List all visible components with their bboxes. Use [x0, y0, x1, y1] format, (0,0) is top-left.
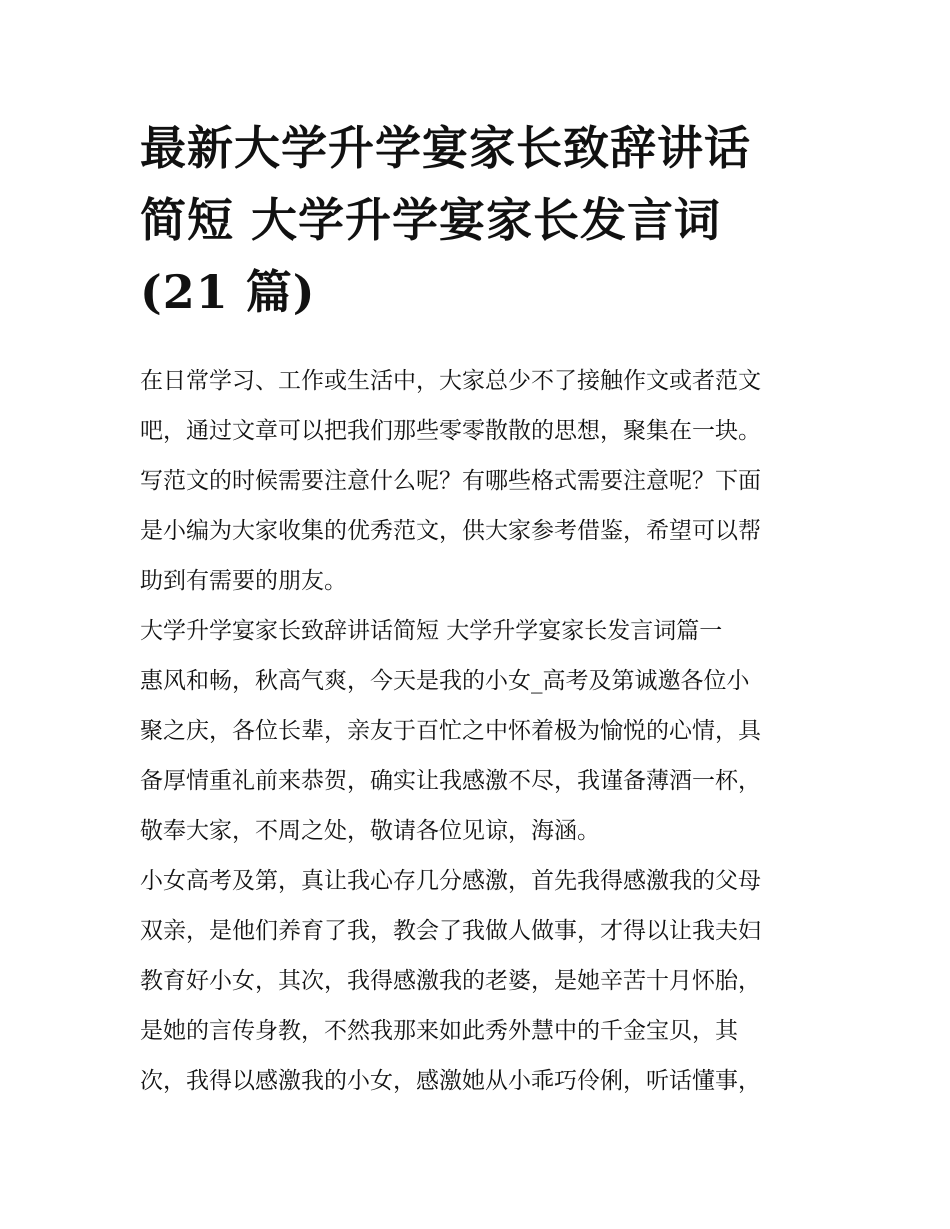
body-line: 小女高考及第，真让我心存几分感激，首先我得感激我的父母 [140, 868, 761, 894]
body-line: 是小编为大家收集的优秀范文，供大家参考借鉴，希望可以帮 [140, 518, 761, 544]
body-line: 备厚情重礼前来恭贺，确实让我感激不尽，我谨备薄酒一杯， [140, 768, 761, 794]
body-line: 聚之庆，各位长辈，亲友于百忙之中怀着极为愉悦的心情，具 [140, 718, 761, 744]
body-line: 在日常学习、工作或生活中，大家总少不了接触作文或者范文 [140, 368, 761, 394]
body-line: 教育好小女，其次，我得感激我的老婆，是她辛苦十月怀胎， [140, 968, 761, 994]
title-line-1: 最新大学升学宴家长致辞讲话 [140, 121, 751, 175]
body-line: 敬奉大家，不周之处，敬请各位见谅，海涵。 [140, 818, 600, 844]
body-line: 双亲，是他们养育了我，教会了我做人做事，才得以让我夫妇 [140, 918, 761, 944]
body-line: 助到有需要的朋友。 [140, 568, 347, 594]
section-heading: 大学升学宴家长致辞讲话简短 大学升学宴家长发言词篇一 [140, 618, 723, 644]
body-line: 写范文的时候需要注意什么呢？有哪些格式需要注意呢？下面 [140, 468, 761, 494]
body-line: 次，我得以感激我的小女，感激她从小乖巧伶俐，听话懂事， [140, 1068, 761, 1094]
document-title [140, 112, 840, 328]
title-line-3: (21 篇) [140, 265, 316, 319]
body-line: 吧，通过文章可以把我们那些零零散散的思想，聚集在一块。 [140, 418, 761, 444]
document-body [140, 356, 830, 1106]
body-line: 惠风和畅，秋高气爽，今天是我的小女_高考及第诚邀各位小 [140, 668, 750, 694]
body-line: 是她的言传身教，不然我那来如此秀外慧中的千金宝贝，其 [140, 1018, 738, 1044]
title-line-2: 简短 大学升学宴家长发言词 [140, 193, 722, 247]
